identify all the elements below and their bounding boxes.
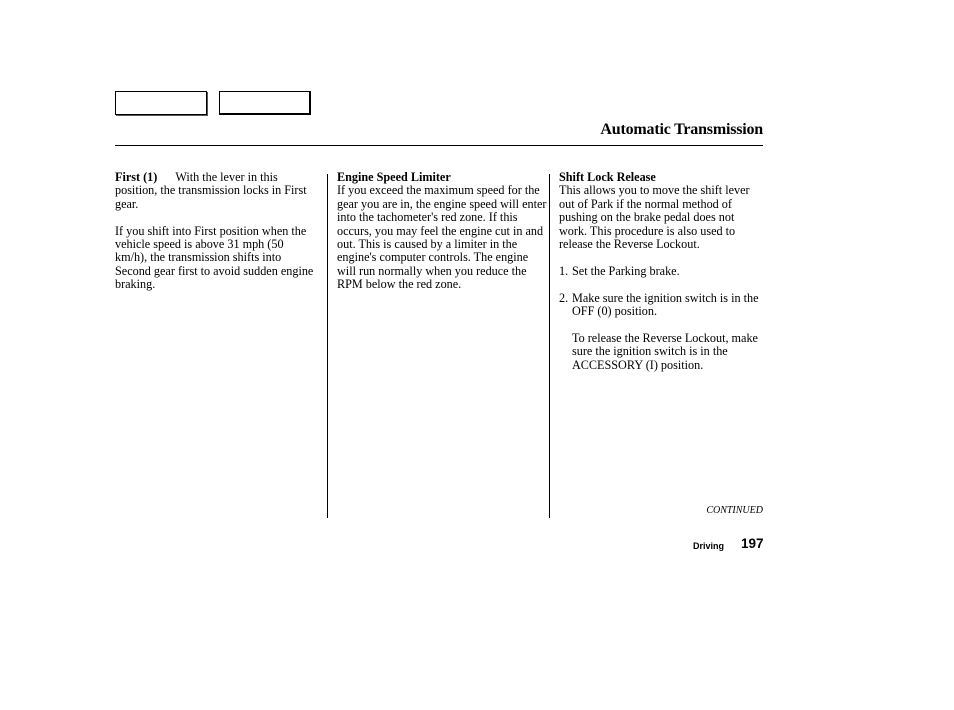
title-rule [115, 145, 763, 146]
step-2-text: Make sure the ignition switch is in the OFF (0) position. [572, 290, 759, 319]
first-gear-paragraph [115, 171, 315, 211]
column-divider-1 [327, 174, 328, 518]
shift-lock-release-heading: Shift Lock Release [559, 170, 656, 184]
footer-section-label: Driving [693, 541, 725, 551]
page-number: 197 [741, 536, 764, 551]
column-shift-lock-release [559, 171, 764, 372]
reverse-lockout-note: To release the Reverse Lockout, make sure the ignition switch is in the ACCESSORY (I) position. [572, 330, 758, 372]
step-2 [559, 292, 764, 319]
step-1 [559, 265, 764, 278]
first-gear-heading: First (1) [115, 170, 158, 184]
engine-speed-limiter-heading: Engine Speed Limiter [337, 170, 451, 184]
step-1-number: 1. [559, 263, 569, 278]
continued-label: CONTINUED [706, 505, 763, 516]
step-1-text: Set the Parking brake. [572, 263, 680, 278]
first-gear-text: With the lever in this position, the transmission locks in First gear. [115, 170, 307, 211]
engine-speed-limiter-paragraph: If you exceed the maximum speed for the gear you are in, the engine speed will enter into the tachometer's red zone. If this occurs, you may feel the engine cut in and out. This is caused by a limiter in the engine's computer controls. The engine will run normally when you reduce the RPM below the red zone. [337, 183, 547, 292]
nav-tab-box-2[interactable] [219, 91, 311, 115]
column-first-gear [115, 171, 315, 292]
step-2-number: 2. [559, 290, 569, 305]
column-engine-speed-limiter [337, 171, 547, 292]
page-title: Automatic Transmission [600, 121, 763, 138]
first-gear-shift-paragraph: If you shift into First position when the vehicle speed is above 31 mph (50 km/h), the transmission shifts into Second gear first to avoid sudden engine braking. [115, 223, 314, 292]
nav-tab-box-1[interactable] [115, 91, 207, 115]
shift-lock-release-paragraph: This allows you to move the shift lever out of Park if the normal method of pushing on the brake pedal does not work. This procedure is also used to release the Reverse Lockout. [559, 183, 750, 252]
column-divider-2 [549, 174, 550, 518]
